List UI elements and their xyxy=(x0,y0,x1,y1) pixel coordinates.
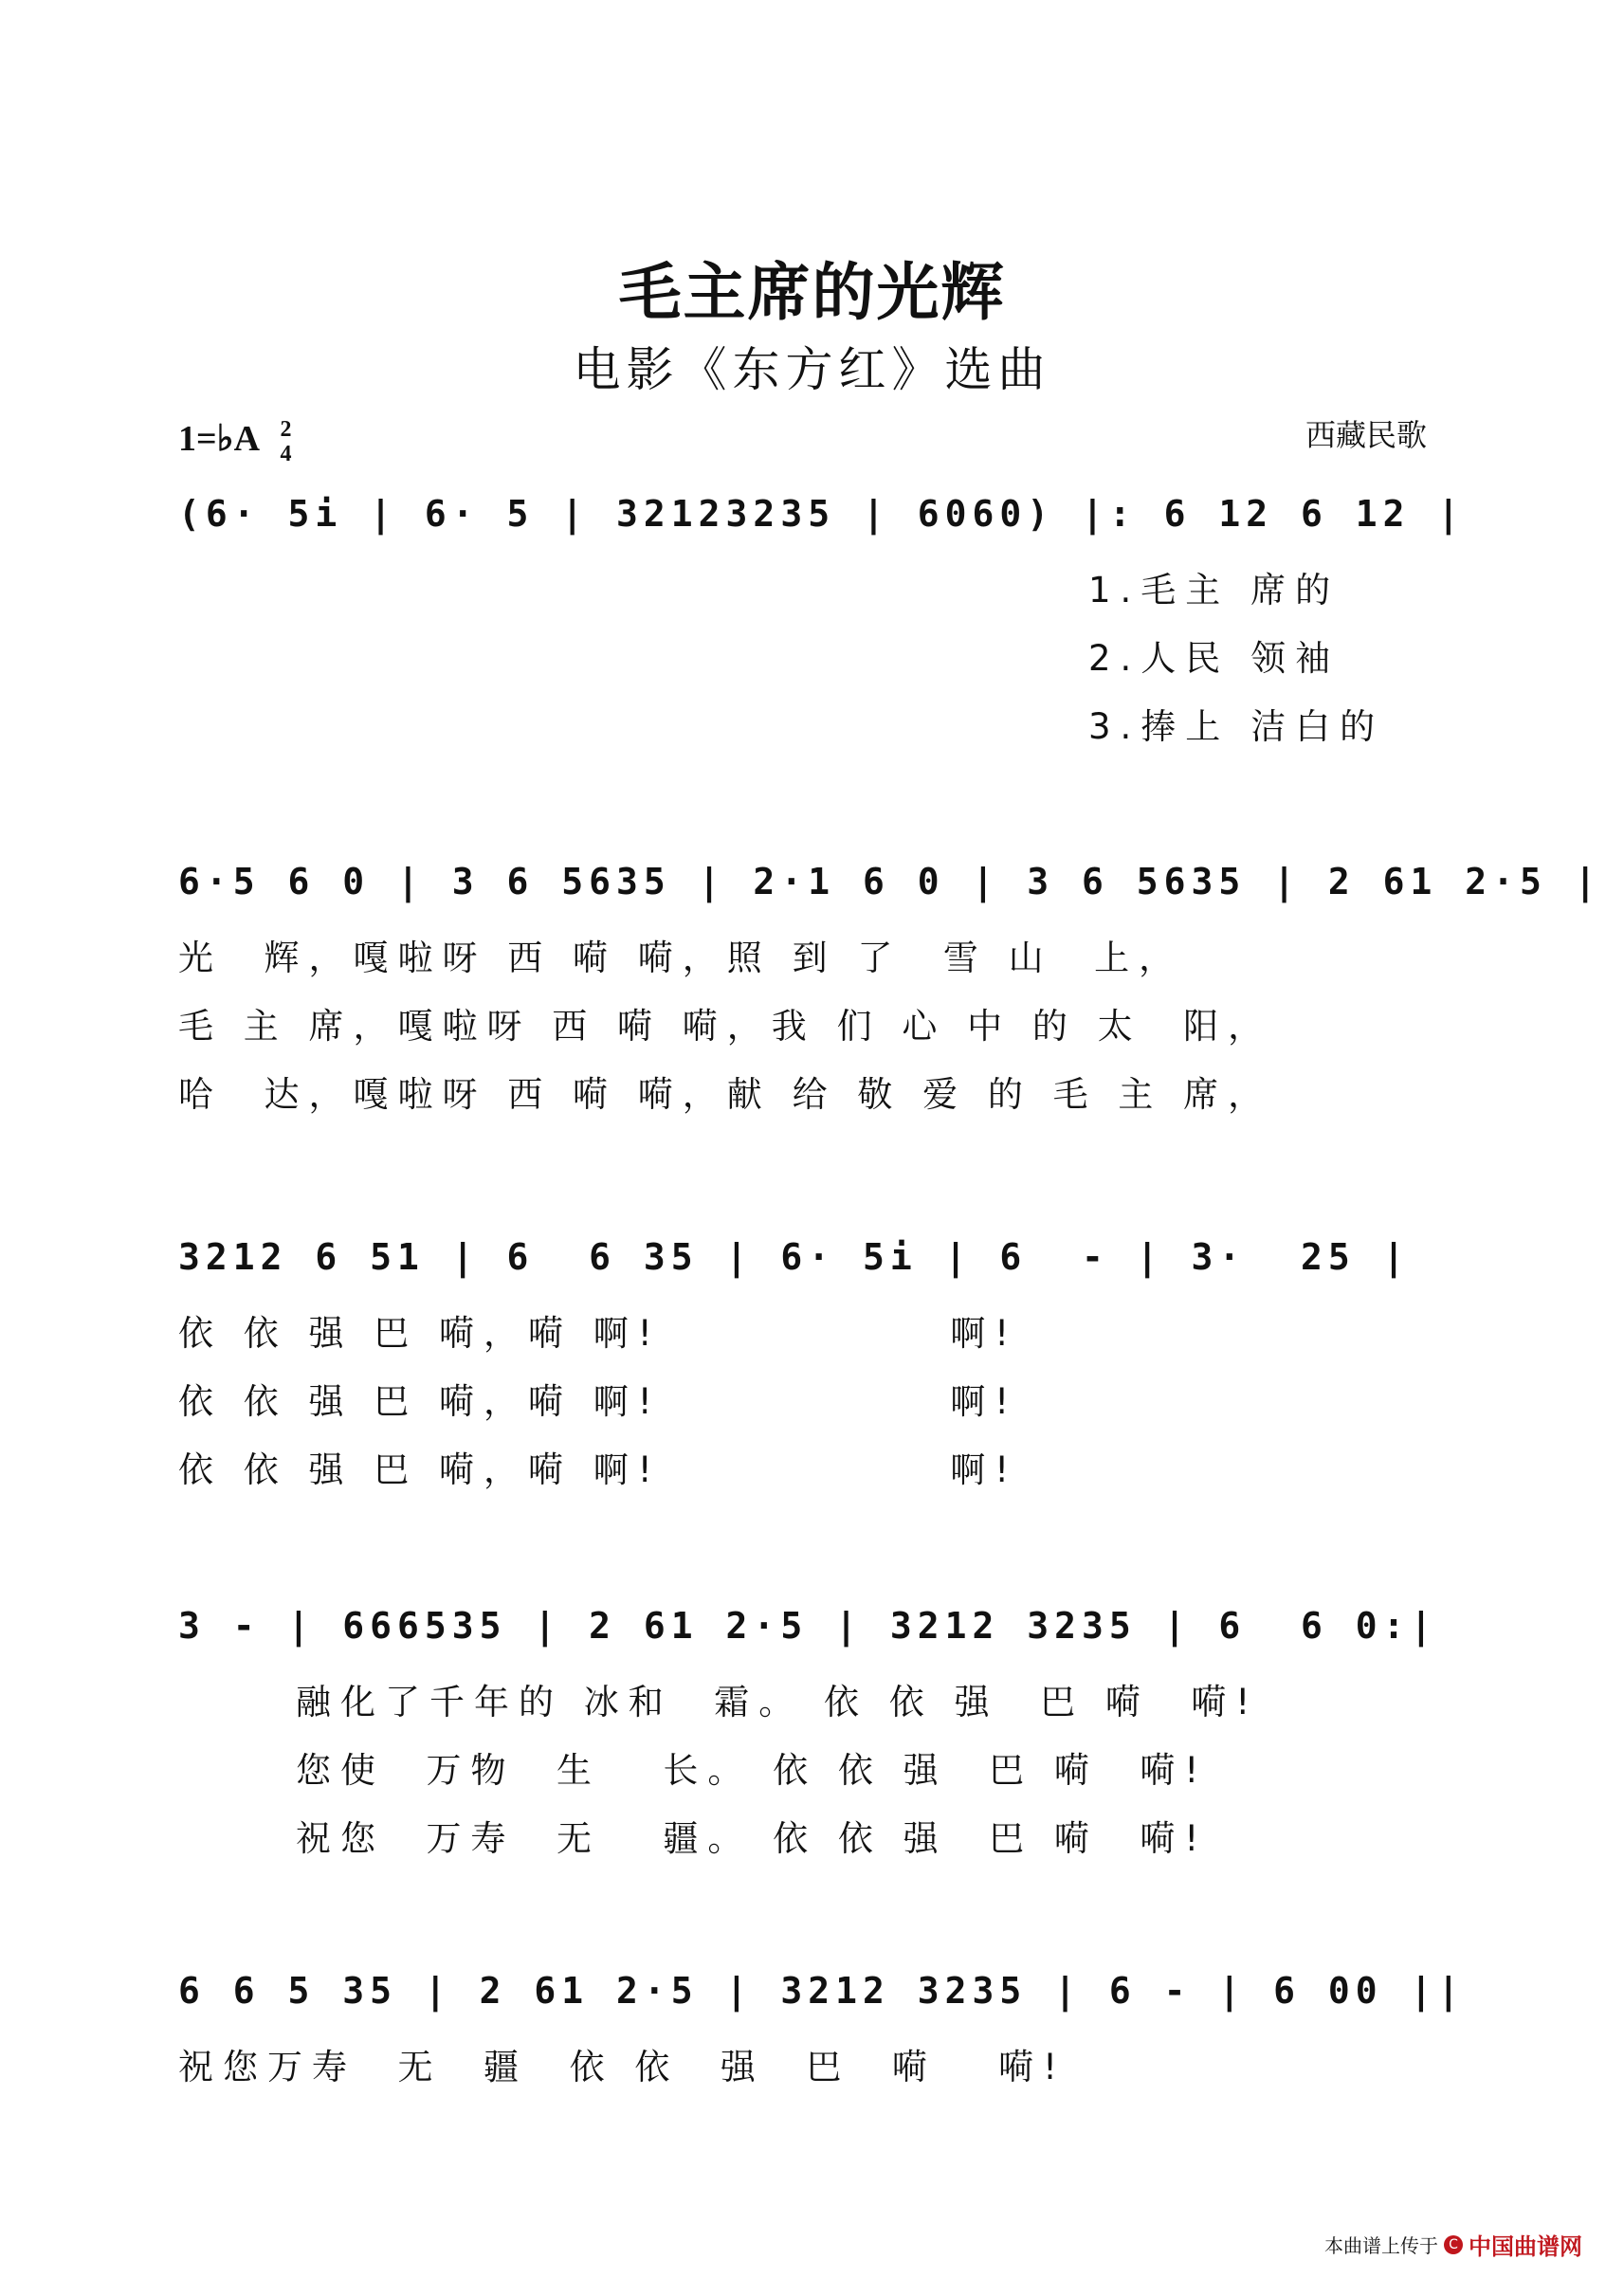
site-logo-icon: C xyxy=(1444,2235,1463,2254)
notation-line-3: 3212 6 51 | 6 6 35 | 6· 5i | 6 - | 3· 25 | xyxy=(178,1236,1411,1278)
time-top: 2 xyxy=(280,417,292,443)
time-signature xyxy=(280,417,291,466)
notation-line-5: 6 6 5 35 | 2 61 2·5 | 3212 3235 | 6 - | 6 00 || xyxy=(178,1970,1466,2012)
lyric-line-1-3: 3.捧上 洁白的 xyxy=(1088,706,1385,747)
lyric-line-3-3: 依 依 强 巴 嗬，嗬 啊! 啊! xyxy=(178,1449,1019,1490)
time-bottom: 4 xyxy=(280,442,292,467)
lyric-line-3-1: 依 依 强 巴 嗬，嗬 啊! 啊! xyxy=(178,1313,1019,1354)
notation-line-1: (6· 5i | 6· 5 | 32123235 | 6060) |: 6 12 6 12 | xyxy=(178,493,1466,535)
lyric-line-4-2: 您使 万物 生 长。 依 依 强 巴 嗬 嗬! xyxy=(296,1750,1209,1791)
lyric-line-3-2: 依 依 强 巴 嗬，嗬 啊! 啊! xyxy=(178,1381,1019,1422)
lyric-line-4-1: 融化了千年的 冰和 霜。 依 依 强 巴 嗬 嗬! xyxy=(296,1682,1260,1722)
origin-credit: 西藏民歌 xyxy=(1305,417,1427,453)
key-signature xyxy=(178,417,291,466)
lyric-line-2-1: 光 辉，嘎啦呀 西 嗬 嗬，照 到 了 雪 山 上， xyxy=(178,938,1184,978)
song-title: 毛主席的光辉 xyxy=(618,256,1006,329)
footer xyxy=(1324,2228,1582,2261)
lyric-line-4-3: 祝您 万寿 无 疆。 依 依 强 巴 嗬 嗬! xyxy=(296,1818,1209,1859)
lyric-line-2-2: 毛 主 席，嘎啦呀 西 嗬 嗬，我 们 心 中 的 太 阳， xyxy=(178,1006,1273,1047)
song-subtitle: 电影《东方红》选曲 xyxy=(573,342,1051,397)
notation-line-2: 6·5 6 0 | 3 6 5635 | 2·1 6 0 | 3 6 5635 | 2 61 2·5 | xyxy=(178,861,1602,902)
site-logo[interactable]: 中国曲谱网 xyxy=(1469,2233,1582,2260)
notation-line-4: 3 - | 666535 | 2 61 2·5 | 3212 3235 | 6 6 0:| xyxy=(178,1605,1438,1647)
footer-text: 本曲谱上传于 xyxy=(1324,2234,1438,2257)
lyric-line-5-1: 祝您万寿 无 疆 依 依 强 巴 嗬 嗬! xyxy=(178,2047,1067,2087)
key-label: 1=♭A xyxy=(178,419,258,459)
lyric-line-1-2: 2.人民 领袖 xyxy=(1088,638,1341,679)
lyric-line-2-3: 哈 达，嘎啦呀 西 嗬 嗬，献 给 敬 爱 的 毛 主 席， xyxy=(178,1074,1273,1115)
lyric-line-1-1: 1.毛主 席的 xyxy=(1088,570,1341,611)
